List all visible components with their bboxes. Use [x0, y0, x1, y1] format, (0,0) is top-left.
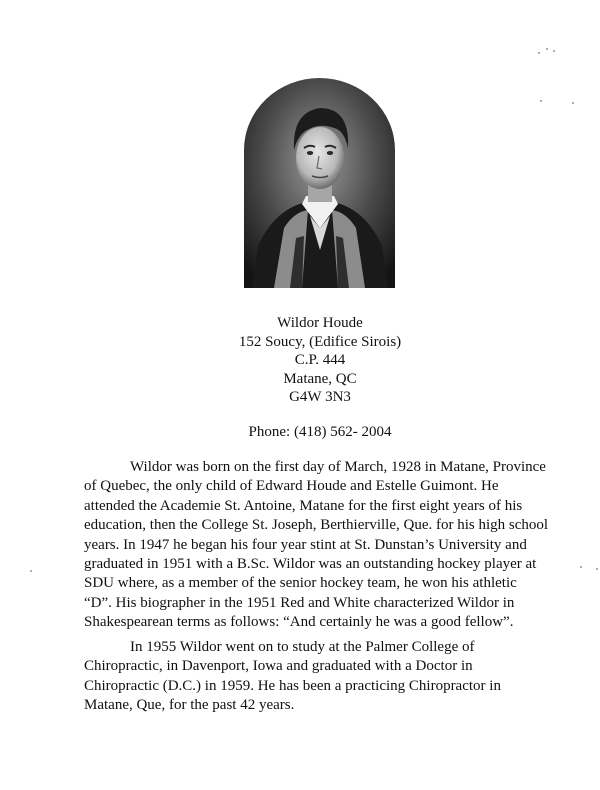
postal-code: G4W 3N3: [289, 389, 351, 406]
phone-number: (418) 562- 2004: [293, 424, 392, 440]
scan-speck: [580, 566, 582, 568]
paragraph-line: In 1955 Wildor went on to study at the Palmer College of: [130, 639, 475, 655]
biography-paragraph-1: [84, 458, 564, 633]
address-line-3: Matane, QC: [283, 370, 357, 387]
address-line-1: 152 Soucy, (Edifice Sirois): [238, 333, 402, 350]
paragraph-line: Matane, Que, for the past 42 years.: [84, 697, 295, 714]
portrait-photo: [244, 78, 395, 288]
paragraph-line: Chiropractic (D.C.) in 1959. He has been a practicing Chiropractor in: [84, 677, 501, 694]
phone-label: Phone:: [248, 424, 291, 440]
scan-speck: [540, 100, 542, 102]
paragraph-line: attended the Academie St. Antoine, Matane for the first eight years of his: [84, 497, 523, 514]
biography-paragraph-2: [84, 638, 564, 716]
scan-speck: [553, 50, 555, 52]
scan-speck: [572, 102, 574, 104]
address-block: [150, 314, 490, 407]
paragraph-line: years. In 1947 he began his four year stint at St. Dunstan’s University and: [84, 536, 527, 553]
phone-line: [150, 424, 490, 441]
address-line-2: C.P. 444: [294, 352, 346, 369]
paragraph-line: graduated in 1951 with a B.Sc. Wildor was an outstanding hockey player at: [84, 556, 537, 573]
paragraph-line: education, then the College St. Joseph, Berthierville, Que. for his high school: [84, 517, 549, 534]
scan-speck: [30, 570, 32, 572]
paragraph-line: Wildor was born on the first day of March, 1928 in Matane, Province: [130, 459, 546, 475]
scan-speck: [546, 48, 548, 50]
scan-speck: [596, 568, 598, 570]
person-name: Wildor Houde: [277, 315, 363, 331]
paragraph-line: of Quebec, the only child of Edward Houde and Estelle Guimont. He: [84, 478, 499, 495]
paragraph-line: SDU where, as a member of the senior hockey team, he won his athletic: [84, 575, 517, 592]
paragraph-line: Chiropractic, in Davenport, Iowa and graduated with a Doctor in: [84, 658, 473, 675]
scan-speck: [538, 52, 540, 54]
paragraph-line: Shakespearean terms as follows: “And certainly he was a good fellow”.: [84, 614, 514, 631]
paragraph-line: “D”. His biographer in the 1951 Red and White characterized Wildor in: [84, 594, 515, 611]
